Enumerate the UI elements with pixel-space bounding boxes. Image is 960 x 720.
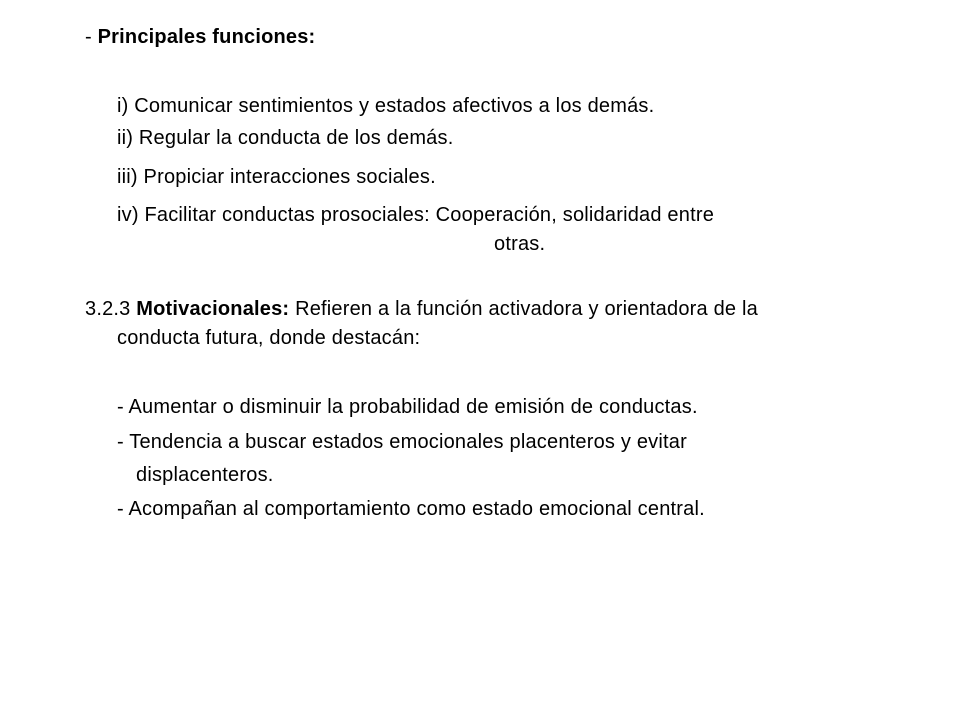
motivational-bullet-3: - Acompañan al comportamiento como estado emocional central. xyxy=(117,498,705,520)
motivational-bullet-1: - Aumentar o disminuir la probabilidad de emisión de conductas. xyxy=(117,396,698,418)
function-item-4: iv) Facilitar conductas prosociales: Cooperación, solidaridad entre xyxy=(117,204,715,226)
function-item-2: ii) Regular la conducta de los demás. xyxy=(117,127,454,149)
motivational-text-line-2: conducta futura, donde destacán: xyxy=(117,327,421,349)
motivational-bullet-2-continuation: displacenteros. xyxy=(136,464,274,486)
functions-heading-prefix: - xyxy=(85,26,98,48)
function-item-3: iii) Propiciar interacciones sociales. xyxy=(117,166,436,188)
motivational-heading-line xyxy=(85,297,758,321)
function-item-1: i) Comunicar sentimientos y estados afectivos a los demás. xyxy=(117,95,655,117)
motivational-bullet-2: - Tendencia a buscar estados emocionales placenteros y evitar xyxy=(117,431,687,453)
function-item-4-continuation: otras. xyxy=(494,233,546,255)
section-number: 3.2.3 xyxy=(85,298,131,320)
motivational-text-line-1: Refieren a la función activadora y orientadora de la xyxy=(295,298,758,320)
functions-heading-text: Principales funciones: xyxy=(97,26,316,48)
motivational-heading: Motivacionales: xyxy=(136,298,290,320)
functions-heading xyxy=(85,25,315,49)
